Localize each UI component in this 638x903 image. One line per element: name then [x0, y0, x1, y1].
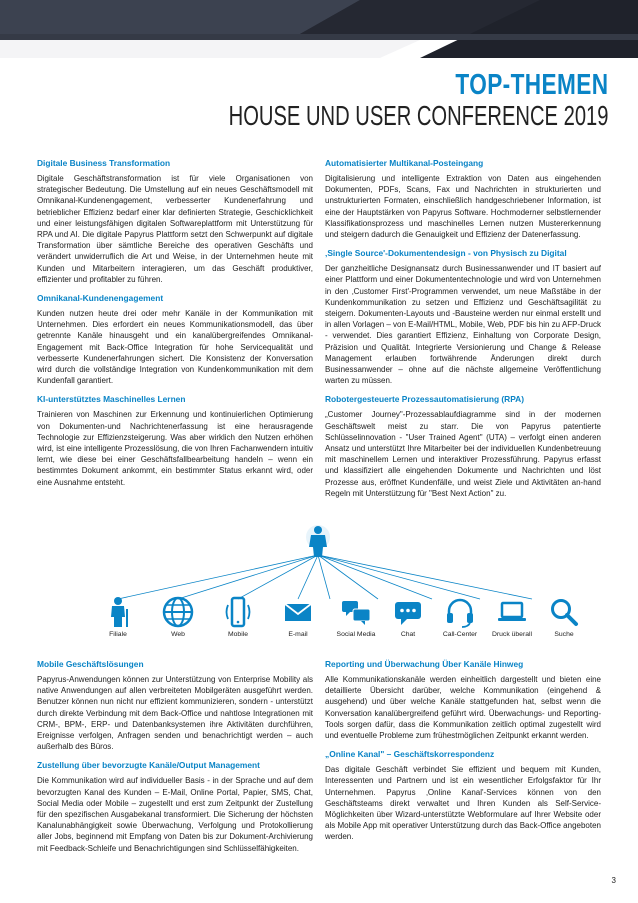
section-heading: Reporting und Überwachung Über Kanäle Hinweg — [325, 659, 524, 669]
section-body: Alle Kommunikationskanäle werden einheitlich dargestellt und bieten eine detaillierte Übersicht darüber, welche Kommunikation (eingehend & ausgehend) und über welche Kanäle stattgefunden hat, selbst wenn die Konversation kanalübergreifend geführt wird. Überwachungs- und Reporting-Tools sorgen dafür, dass die Kommunikation zeitlich optimal zugestellt wird und eventuelle Probleme zum frühestmöglichen Zeitpunkt erkannt werden. — [325, 675, 601, 741]
section-output-management — [37, 760, 313, 853]
section-body: Digitalisierung und intelligente Extraktion von Daten aus eingehenden Dokumenten, PDFs, Scans, Fax und Nachrichten in strukturierten und unstrukturierten Formaten, einschließlich handgeschriebener Information, ist eine der Hauptstärken von Papyrus Software. Hochmoderner selbstlernender Klassifikationsprozess und maschinelles Lernen nutzen Mustererkennung und steigern dadurch die Genauigkeit und Effizienz der Datenerfassung. — [325, 174, 601, 240]
channel-email — [270, 595, 326, 639]
left-column-top — [37, 158, 313, 496]
channel-call-center — [432, 595, 488, 639]
channel-print — [484, 595, 540, 639]
channel-label: Call-Center — [442, 631, 478, 638]
section-omnichannel — [37, 293, 313, 386]
channel-branch — [90, 595, 146, 639]
channel-row — [40, 595, 600, 653]
channel-diagram — [40, 525, 600, 653]
section-heading: ‚Single Source'-Dokumentendesign - von Physisch zu Digital — [325, 248, 567, 259]
left-column-bottom — [37, 659, 313, 862]
section-digital-transformation — [37, 158, 313, 285]
globe-icon — [161, 595, 195, 629]
channel-label: Filiale — [109, 631, 127, 638]
section-multichannel-inbox — [325, 158, 601, 240]
section-single-source — [325, 248, 601, 386]
social-bubbles-icon — [339, 595, 373, 629]
channel-label: Suche — [554, 631, 574, 638]
headset-icon — [443, 595, 477, 629]
laptop-print-icon — [495, 595, 529, 629]
section-machine-learning — [37, 394, 313, 487]
channel-social-media — [328, 595, 384, 639]
section-heading: „Online Kanal" – Geschäftskorrespondenz — [325, 749, 495, 760]
section-mobile-solutions — [37, 659, 313, 752]
channel-label: Mobile — [227, 631, 249, 638]
channel-web — [150, 595, 206, 639]
page-number: 3 — [611, 876, 616, 885]
section-heading: Digitale Business Transformation — [37, 158, 171, 168]
section-heading: Zustellung über bevorzugte Kanäle/Output Management — [37, 760, 260, 771]
section-body: Der ganzheitliche Designansatz durch Businessanwender und IT basiert auf einer Plattform und einer Dokumententechnologie und wird von Unternehmen in den ‚Customer First'-Programmen verwendet, um neue Maßstäbe in der Kundenkommunikation zu setzen und Effizienz und Geschäftsagilität zu steigern. Dokumenten-Layouts und -Bausteine werden nur einmal erstellt und in allen Vorlagen – von E-Mail/HTML, Mobile, Web, PDF bis hin zu AFP-Druck - verwendet. Dies garantiert Effizienz, Einhaltung von Corporate Design, Präzision und Qualität. Integrierte Versionierung und Change & Release Management erlauben fortwährende Änderungen direkt durch Businessanwender – ohne auf die nächste allgemeine Veröffentlichung warten zu müssen. — [325, 264, 601, 386]
section-heading: Mobile Geschäftslösungen — [37, 659, 144, 669]
section-body: Trainieren von Maschinen zur Erkennung und kontinuierlichen Optimierung von Dokumenten-und Nachrichtenerfassung ist eine herausragende Technologie zur Effizienzsteigerung. Was aber wirklich den Nutzen erhöhen wird, ist eine intelligente Prozesslösung, die von Ihren Fachanwendern intuitiv lernt, wie diese bei einer Geschäftsfallbearbeitung handeln – wenn ein bestimmtes Dokument ankommt, ein bestimmter Status erkannt wird, oder eine Ausnahme entsteht. — [37, 410, 313, 487]
envelope-icon — [281, 595, 315, 629]
section-heading: Robotergesteuerte Prozessautomatisierung (RPA) — [325, 394, 525, 405]
title-top-themen: TOP-THEMEN — [454, 69, 608, 101]
section-heading: KI-unterstütztes Maschinelles Lernen — [37, 394, 186, 405]
section-reporting — [325, 659, 601, 741]
branch-person-icon — [101, 595, 135, 629]
section-body: Papyrus-Anwendungen können zur Unterstützung von Enterprise Mobility als native Anwendungen auf allen verbreiteten Mobilgeräten ausgeführt werden. Benutzer können nun nicht nur effizient kommunizieren, sondern - unterstützt durch direkte Verbindung mit dem Back-Office und nahtlose Integrationen mit CRM-, BPM-, ERP- und Datenbanksystemen ihre Aktivitäten durchführen, Ereignisse verfolgen, Anfragen senden und benachrichtigt werden – auch außerhalb des Büros. — [37, 675, 313, 752]
mobile-phone-icon — [221, 595, 255, 629]
channel-mobile — [210, 595, 266, 639]
page-title — [81, 70, 608, 132]
right-column-top — [325, 158, 601, 507]
section-heading: Automatisierter Multikanal-Posteingang — [325, 158, 484, 168]
right-column-bottom — [325, 659, 601, 851]
channel-label: E-mail — [288, 631, 308, 638]
section-online-channel — [325, 749, 601, 842]
section-body: Kunden nutzen heute drei oder mehr Kanäle in der Kommunikation mit Unternehmen. Dies erfordert ein neues Kommunikationsmodell, das über getrennte Kanäle hinausgeht und ein kanalübergreifendes Omnikanal-Engagement mit Back-Office Integration für hohe Servicequalität und verbesserte Kundenerfahrungen sichert. Die Konsistenz der Konversation wird durch die vollständige Integration von Kundenkommunikation mit dem Kundenfall garantiert. — [37, 309, 313, 386]
channel-chat — [380, 595, 436, 639]
channel-label: Druck überall — [491, 631, 533, 638]
search-icon — [547, 595, 581, 629]
channel-search — [536, 595, 592, 639]
section-heading: Omnikanal-Kundenengagement — [37, 293, 164, 304]
title-conference: HOUSE UND USER CONFERENCE 2019 — [228, 100, 608, 131]
header-banner — [0, 0, 638, 58]
channel-label: Web — [171, 631, 185, 638]
connector-lines — [40, 525, 600, 605]
section-body: Digitale Geschäftstransformation ist für viele Organisationen von strategischer Bedeutung. Die Umstellung auf ein neues Geschäftsmodell mit Omnikanal-Kundenengagement, verbesserter Kundenerfahrung und betrieblicher Effizienz bedarf einer klar definierten Strategie, Geschicklichkeit und einer leistungsfähigen digitalen Softwareplattform mit Unterstützung für RPA und AI. Die digitale Papyrus Plattform setzt den Schwerpunkt auf digitale Transformation über sämtliche Bereiche des operativen Geschäfts und verändert unwiderruflich die Art und Weise, in der Unternehmen heute mit Kunden und Mitarbeitern interagieren, um das Geschäft produktiver, effizienter und profitabler zu führen. — [37, 174, 313, 284]
section-body: Die Kommunikation wird auf individueller Basis - in der Sprache und auf dem bevorzugten Kanal des Kunden – E-Mail, Online Portal, Papier, SMS, Chat, Social Media oder Mobile – zugestellt und erst zum Zeitpunkt der Zustellung für den spezifischen Ausgabekanal transformiert. Die Sicherung der höchsten Kanalunabhängigkeit sowie Überwachung, Verfolgung und Protokollierung aller Jobs, beginnend mit Empfang von Daten bis zur Dokument-Archivierung mit Feedback-Schleife und Benachrichtigungen sind Schlüsselfähigkeiten. — [37, 776, 313, 853]
section-body: „Customer Journey"-Prozessablaufdiagramme sind in der modernen Geschäftswelt meist zu starr. Die von Papyrus patentierte Schlüsselinnovation - "User Trained Agent" (UTA) – verfolgt einen anderen Ansatz und unterstützt Ihre Mitarbeiter bei der individuellen Kundenbetreuung mit maschinellem Lernen und interaktiver Prozessführung. Papyrus erfasst und klassifiziert alle eingehenden Dokumente und Nachrichten und löst Prozesse aus, eröffnet Kundenfälle, und weist Ziele und Aktivitäten an-hand Regeln mit Unterstützung für "Best Next Action" zu. — [325, 410, 601, 498]
section-body: Das digitale Geschäft verbindet Sie effizient und bequem mit Kunden, Interessenten und Partnern und ist ein wesentlicher Erfolgsfaktor für Ihr Unternehmen. Papyrus ‚Online Kanal'-Services können von den Geschäftsteams direkt verwaltet und Ihren Kunden als Self-Service-Möglichkeiten über Wizard-unterstützte Webformulare auf Ihrer Website oder als Mobile App mit operativer Unterstützung durch das Back-Office angeboten werden. — [325, 765, 601, 842]
section-rpa — [325, 394, 601, 499]
channel-label: Chat — [400, 631, 416, 638]
chat-bubble-icon — [391, 595, 425, 629]
channel-label: Social Media — [336, 631, 376, 638]
